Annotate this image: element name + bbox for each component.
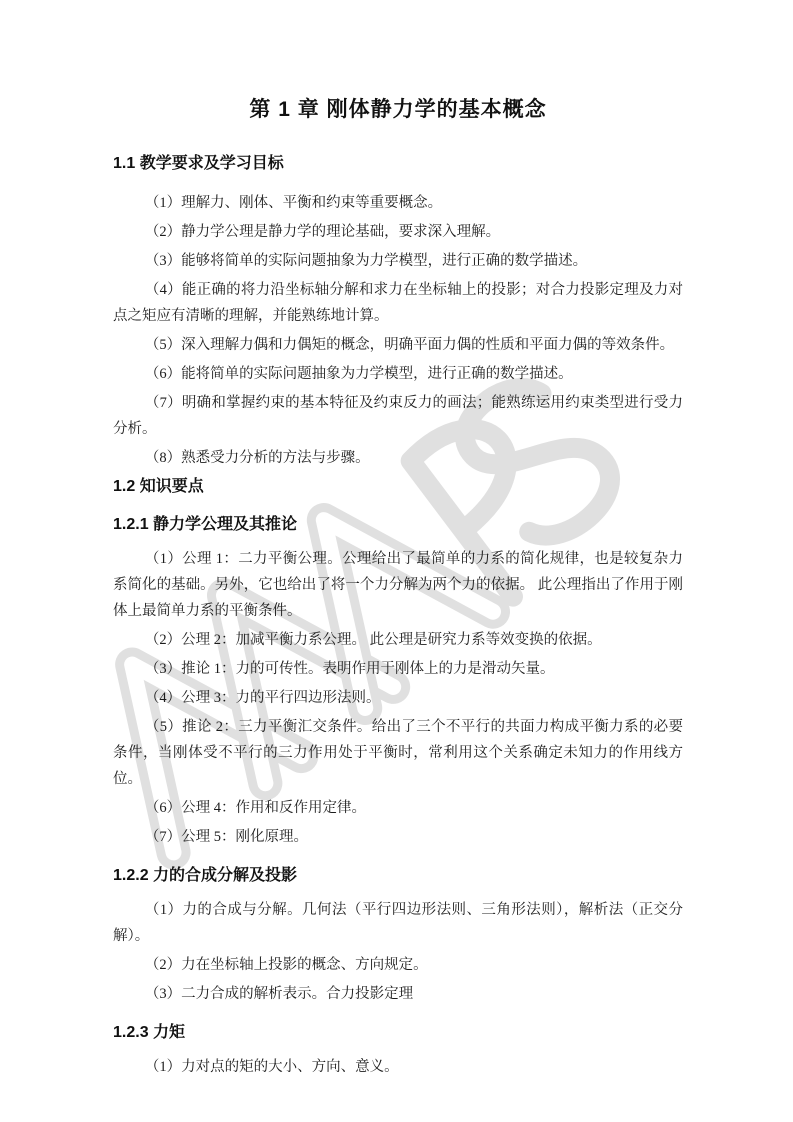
section-heading-1-1: 1.1 教学要求及学习目标: [113, 155, 284, 172]
list-item: （3）二力合成的解析表示。合力投影定理: [144, 986, 414, 1002]
section-1-2: [113, 475, 683, 499]
subsection-heading-1-2-1: 1.2.1 静力学公理及其推论: [113, 516, 298, 533]
section-1-1: [113, 152, 683, 471]
list-item: （4）能正确的将力沿坐标轴分解和求力在坐标轴上的投影；对合力投影定理及力对点之矩应有清晰的理解，并能熟练地计算。: [113, 282, 683, 324]
list-item: （8）熟悉受力分析的方法与步骤。: [144, 450, 370, 466]
section-heading-1-2: 1.2 知识要点: [113, 478, 204, 495]
list-item: （3）能够将简单的实际问题抽象为力学模型，进行正确的数学描述。: [144, 253, 588, 269]
list-item: （7）公理 5：刚化原理。: [144, 829, 309, 845]
list-item: （1）力对点的矩的大小、方向、意义。: [144, 1059, 399, 1075]
list-item: （7）明确和掌握约束的基本特征及约束反力的画法；能熟练运用约束类型进行受力分析。: [113, 395, 683, 437]
list-item: （4）公理 3：力的平行四边形法则。: [144, 690, 381, 706]
list-item: （2）静力学公理是静力学的理论基础，要求深入理解。: [144, 224, 501, 240]
list-item: （2）公理 2：加减平衡力系公理。 此公理是研究力系等效变换的依据。: [144, 632, 602, 648]
list-item: （1）公理 1：二力平衡公理。公理给出了最简单的力系的简化规律，也是较复杂力系简化的基础。另外，它也给出了将一个力分解为两个力的依据。 此公理指出了作用于刚体上最简单力系的平衡条件。: [113, 551, 683, 619]
list-item: （5）深入理解力偶和力偶矩的概念，明确平面力偶的性质和平面力偶的等效条件。: [144, 337, 675, 353]
list-item: （2）力在坐标轴上投影的概念、方向规定。: [144, 957, 428, 973]
section-1-2-1: [113, 513, 683, 850]
list-item: （1）力的合成与分解。几何法（平行四边形法则、三角形法则），解析法（正交分解）。: [113, 902, 683, 944]
page-title: 第 1 章 刚体静力学的基本概念: [249, 98, 547, 121]
list-item: （1）理解力、刚体、平衡和约束等重要概念。: [144, 195, 443, 211]
subsection-heading-1-2-3: 1.2.3 力矩: [113, 1024, 186, 1041]
subsection-heading-1-2-2: 1.2.2 力的合成分解及投影: [113, 867, 298, 884]
list-item: （6）能将简单的实际问题抽象为力学模型，进行正确的数学描述。: [144, 366, 573, 382]
section-1-2-2: [113, 864, 683, 1007]
list-item: （6）公理 4：作用和反作用定律。: [144, 800, 367, 816]
list-item: （5）推论 2：三力平衡汇交条件。给出了三个不平行的共面力构成平衡力系的必要条件，当刚体受不平行的三力作用处于平衡时，常利用这个关系确定未知力的作用线方位。: [113, 719, 683, 787]
list-item: （3）推论 1：力的可传性。表明作用于刚体上的力是滑动矢量。: [144, 661, 555, 677]
section-1-2-3: [113, 1021, 683, 1080]
